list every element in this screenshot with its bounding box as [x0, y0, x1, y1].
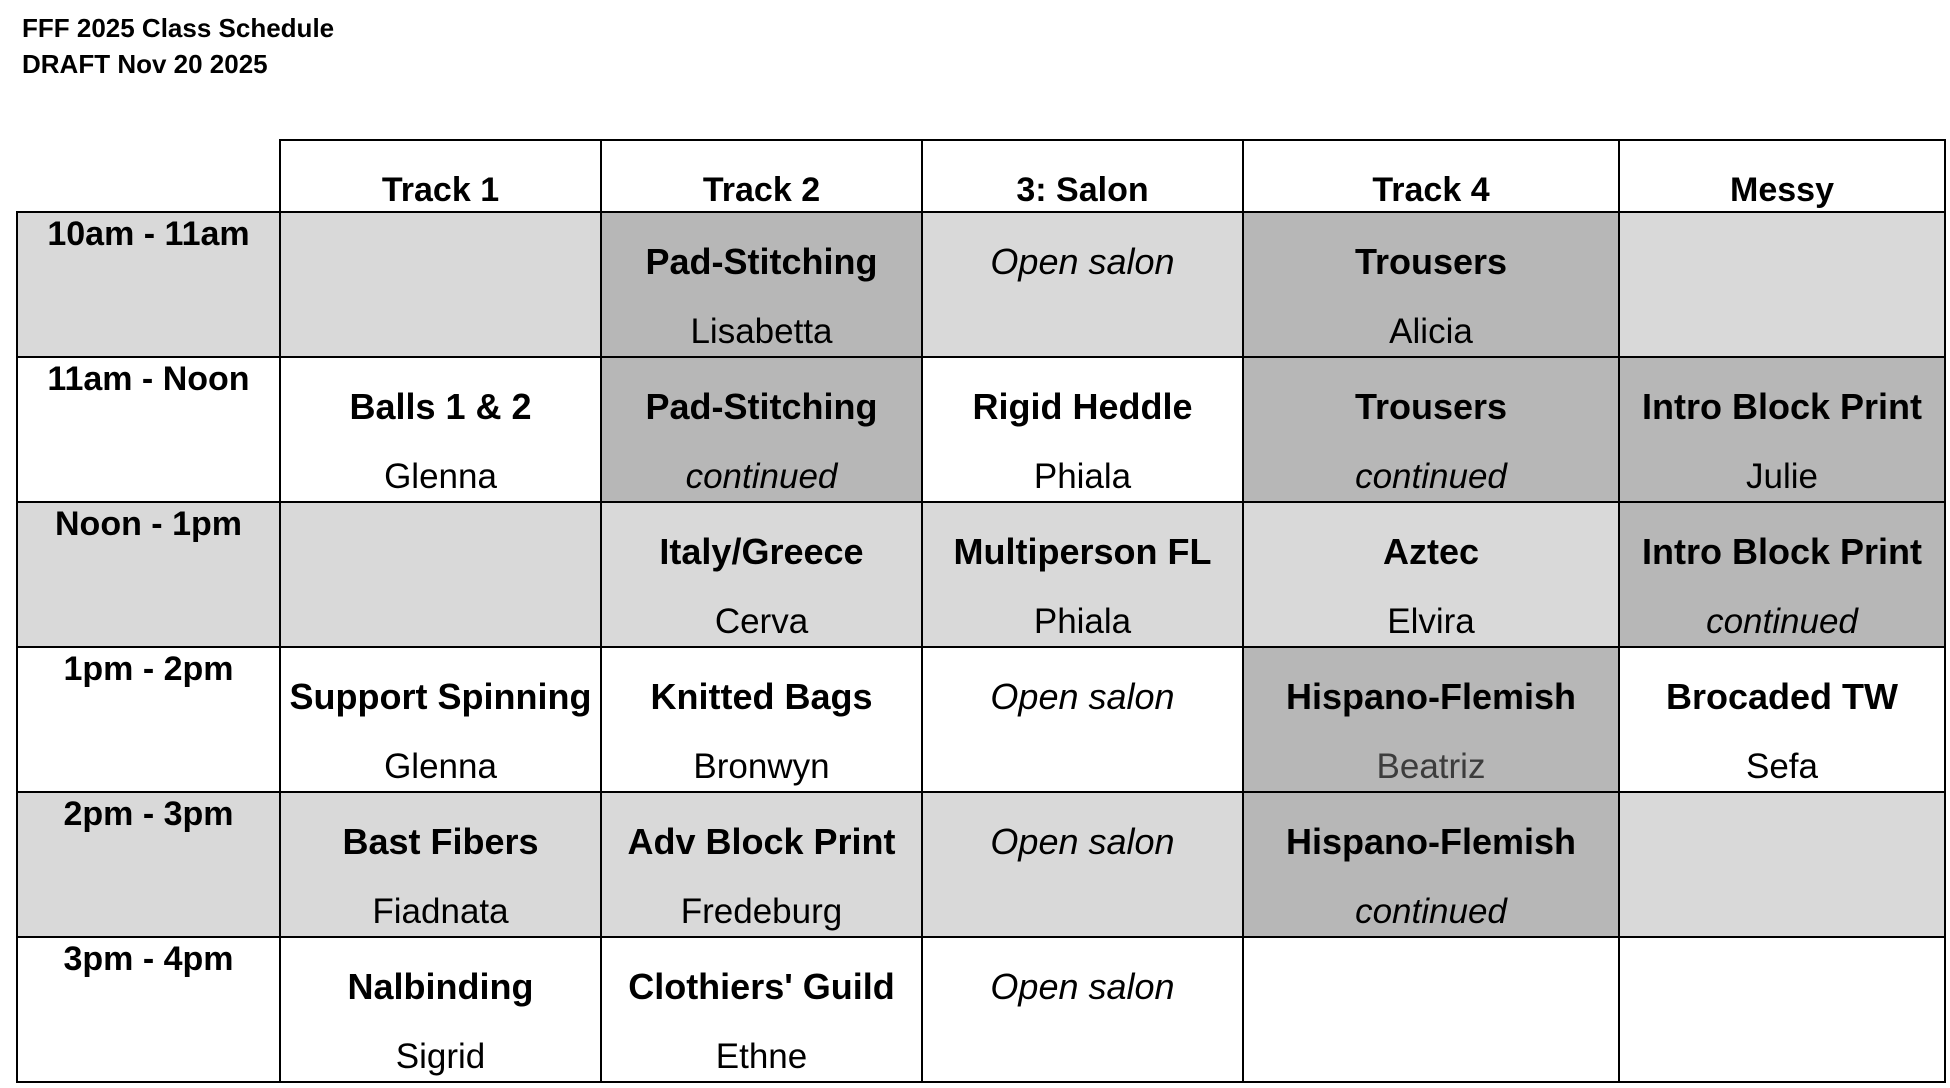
class-title: Support Spinning [289, 676, 592, 717]
class-cell-empty [1619, 212, 1945, 357]
class-instructor: Beatriz [1376, 747, 1486, 786]
class-title: Intro Block Print [1641, 531, 1923, 572]
class-title: Clothiers' Guild [628, 966, 895, 1007]
class-title: Open salon [990, 821, 1175, 862]
column-header-messy: Messy [1619, 140, 1945, 212]
class-cell [922, 937, 1243, 1082]
class-cell [1619, 357, 1945, 502]
class-cell [1243, 357, 1619, 502]
draft-date: DRAFT Nov 20 2025 [22, 49, 268, 79]
class-cell-empty [1243, 937, 1619, 1082]
class-instructor: Phiala [1033, 602, 1132, 641]
schedule-title: FFF 2025 Class Schedule [22, 13, 335, 43]
class-continued-note: continued [1355, 892, 1507, 931]
class-cell-empty [1619, 792, 1945, 937]
class-cell [1619, 647, 1945, 792]
class-title: Open salon [990, 966, 1175, 1007]
class-title: Trousers [1354, 386, 1508, 427]
class-cell-empty [280, 212, 601, 357]
class-title: Nalbinding [347, 966, 534, 1007]
table-row [17, 212, 1945, 357]
time-slot-label: 10am - 11am [17, 212, 280, 357]
class-cell [1619, 502, 1945, 647]
time-slot-label: 2pm - 3pm [17, 792, 280, 937]
table-row [17, 502, 1945, 647]
header-row [17, 140, 1945, 212]
class-instructor: Lisabetta [690, 312, 833, 351]
class-instructor: Sefa [1746, 747, 1818, 786]
class-cell [922, 502, 1243, 647]
class-cell [922, 647, 1243, 792]
class-title: Multiperson FL [953, 531, 1212, 572]
class-title: Rigid Heddle [972, 386, 1193, 427]
table-row [17, 937, 1945, 1082]
class-title: Hispano-Flemish [1285, 821, 1577, 862]
class-cell [601, 792, 922, 937]
column-header-track-4: Track 4 [1243, 140, 1619, 212]
class-cell [601, 212, 922, 357]
class-title: Pad-Stitching [645, 386, 878, 427]
class-cell [922, 357, 1243, 502]
schedule-table [16, 139, 1946, 1083]
document-title [22, 10, 334, 82]
class-instructor: Glenna [384, 747, 497, 786]
class-title: Open salon [990, 676, 1175, 717]
class-instructor: Fredeburg [680, 892, 843, 931]
class-title: Trousers [1354, 241, 1508, 282]
column-header-track-2: Track 2 [601, 140, 922, 212]
class-cell [1243, 502, 1619, 647]
class-title: Intro Block Print [1641, 386, 1923, 427]
time-slot-label: 11am - Noon [17, 357, 280, 502]
class-cell-empty [280, 502, 601, 647]
column-header-track-1: Track 1 [280, 140, 601, 212]
class-cell [280, 792, 601, 937]
class-cell [1243, 647, 1619, 792]
class-cell [601, 502, 922, 647]
class-instructor: Fiadnata [372, 892, 509, 931]
class-cell [1243, 212, 1619, 357]
class-cell [601, 937, 922, 1082]
class-instructor: Julie [1746, 457, 1818, 496]
class-title: Open salon [990, 241, 1175, 282]
column-header-salon: 3: Salon [922, 140, 1243, 212]
class-continued-note: continued [1355, 457, 1507, 496]
class-title: Adv Block Print [627, 821, 896, 862]
class-title: Aztec [1382, 531, 1480, 572]
class-cell [601, 357, 922, 502]
class-title: Hispano-Flemish [1285, 676, 1577, 717]
class-continued-note: continued [685, 457, 838, 496]
time-slot-label: Noon - 1pm [17, 502, 280, 647]
class-instructor: Bronwyn [693, 747, 830, 786]
class-cell [601, 647, 922, 792]
class-instructor: Elvira [1387, 602, 1475, 641]
class-instructor: Alicia [1389, 312, 1473, 351]
corner-cell [17, 140, 280, 212]
class-cell-empty [1619, 937, 1945, 1082]
class-title: Brocaded TW [1665, 676, 1898, 717]
class-instructor: Sigrid [395, 1037, 486, 1076]
class-title: Balls 1 & 2 [349, 386, 532, 427]
time-slot-label: 3pm - 4pm [17, 937, 280, 1082]
class-instructor: Cerva [714, 602, 809, 641]
class-instructor: Glenna [384, 457, 497, 496]
class-title: Bast Fibers [342, 821, 539, 862]
table-row [17, 647, 1945, 792]
table-row [17, 357, 1945, 502]
class-cell [922, 212, 1243, 357]
class-cell [1243, 792, 1619, 937]
class-instructor: Ethne [715, 1037, 808, 1076]
class-cell [922, 792, 1243, 937]
class-cell [280, 647, 601, 792]
class-title: Pad-Stitching [645, 241, 878, 282]
class-instructor: Phiala [1033, 457, 1132, 496]
class-title: Knitted Bags [650, 676, 873, 717]
class-cell [280, 357, 601, 502]
table-row [17, 792, 1945, 937]
class-title: Italy/Greece [659, 531, 864, 572]
class-cell [280, 937, 601, 1082]
class-continued-note: continued [1706, 602, 1858, 641]
time-slot-label: 1pm - 2pm [17, 647, 280, 792]
